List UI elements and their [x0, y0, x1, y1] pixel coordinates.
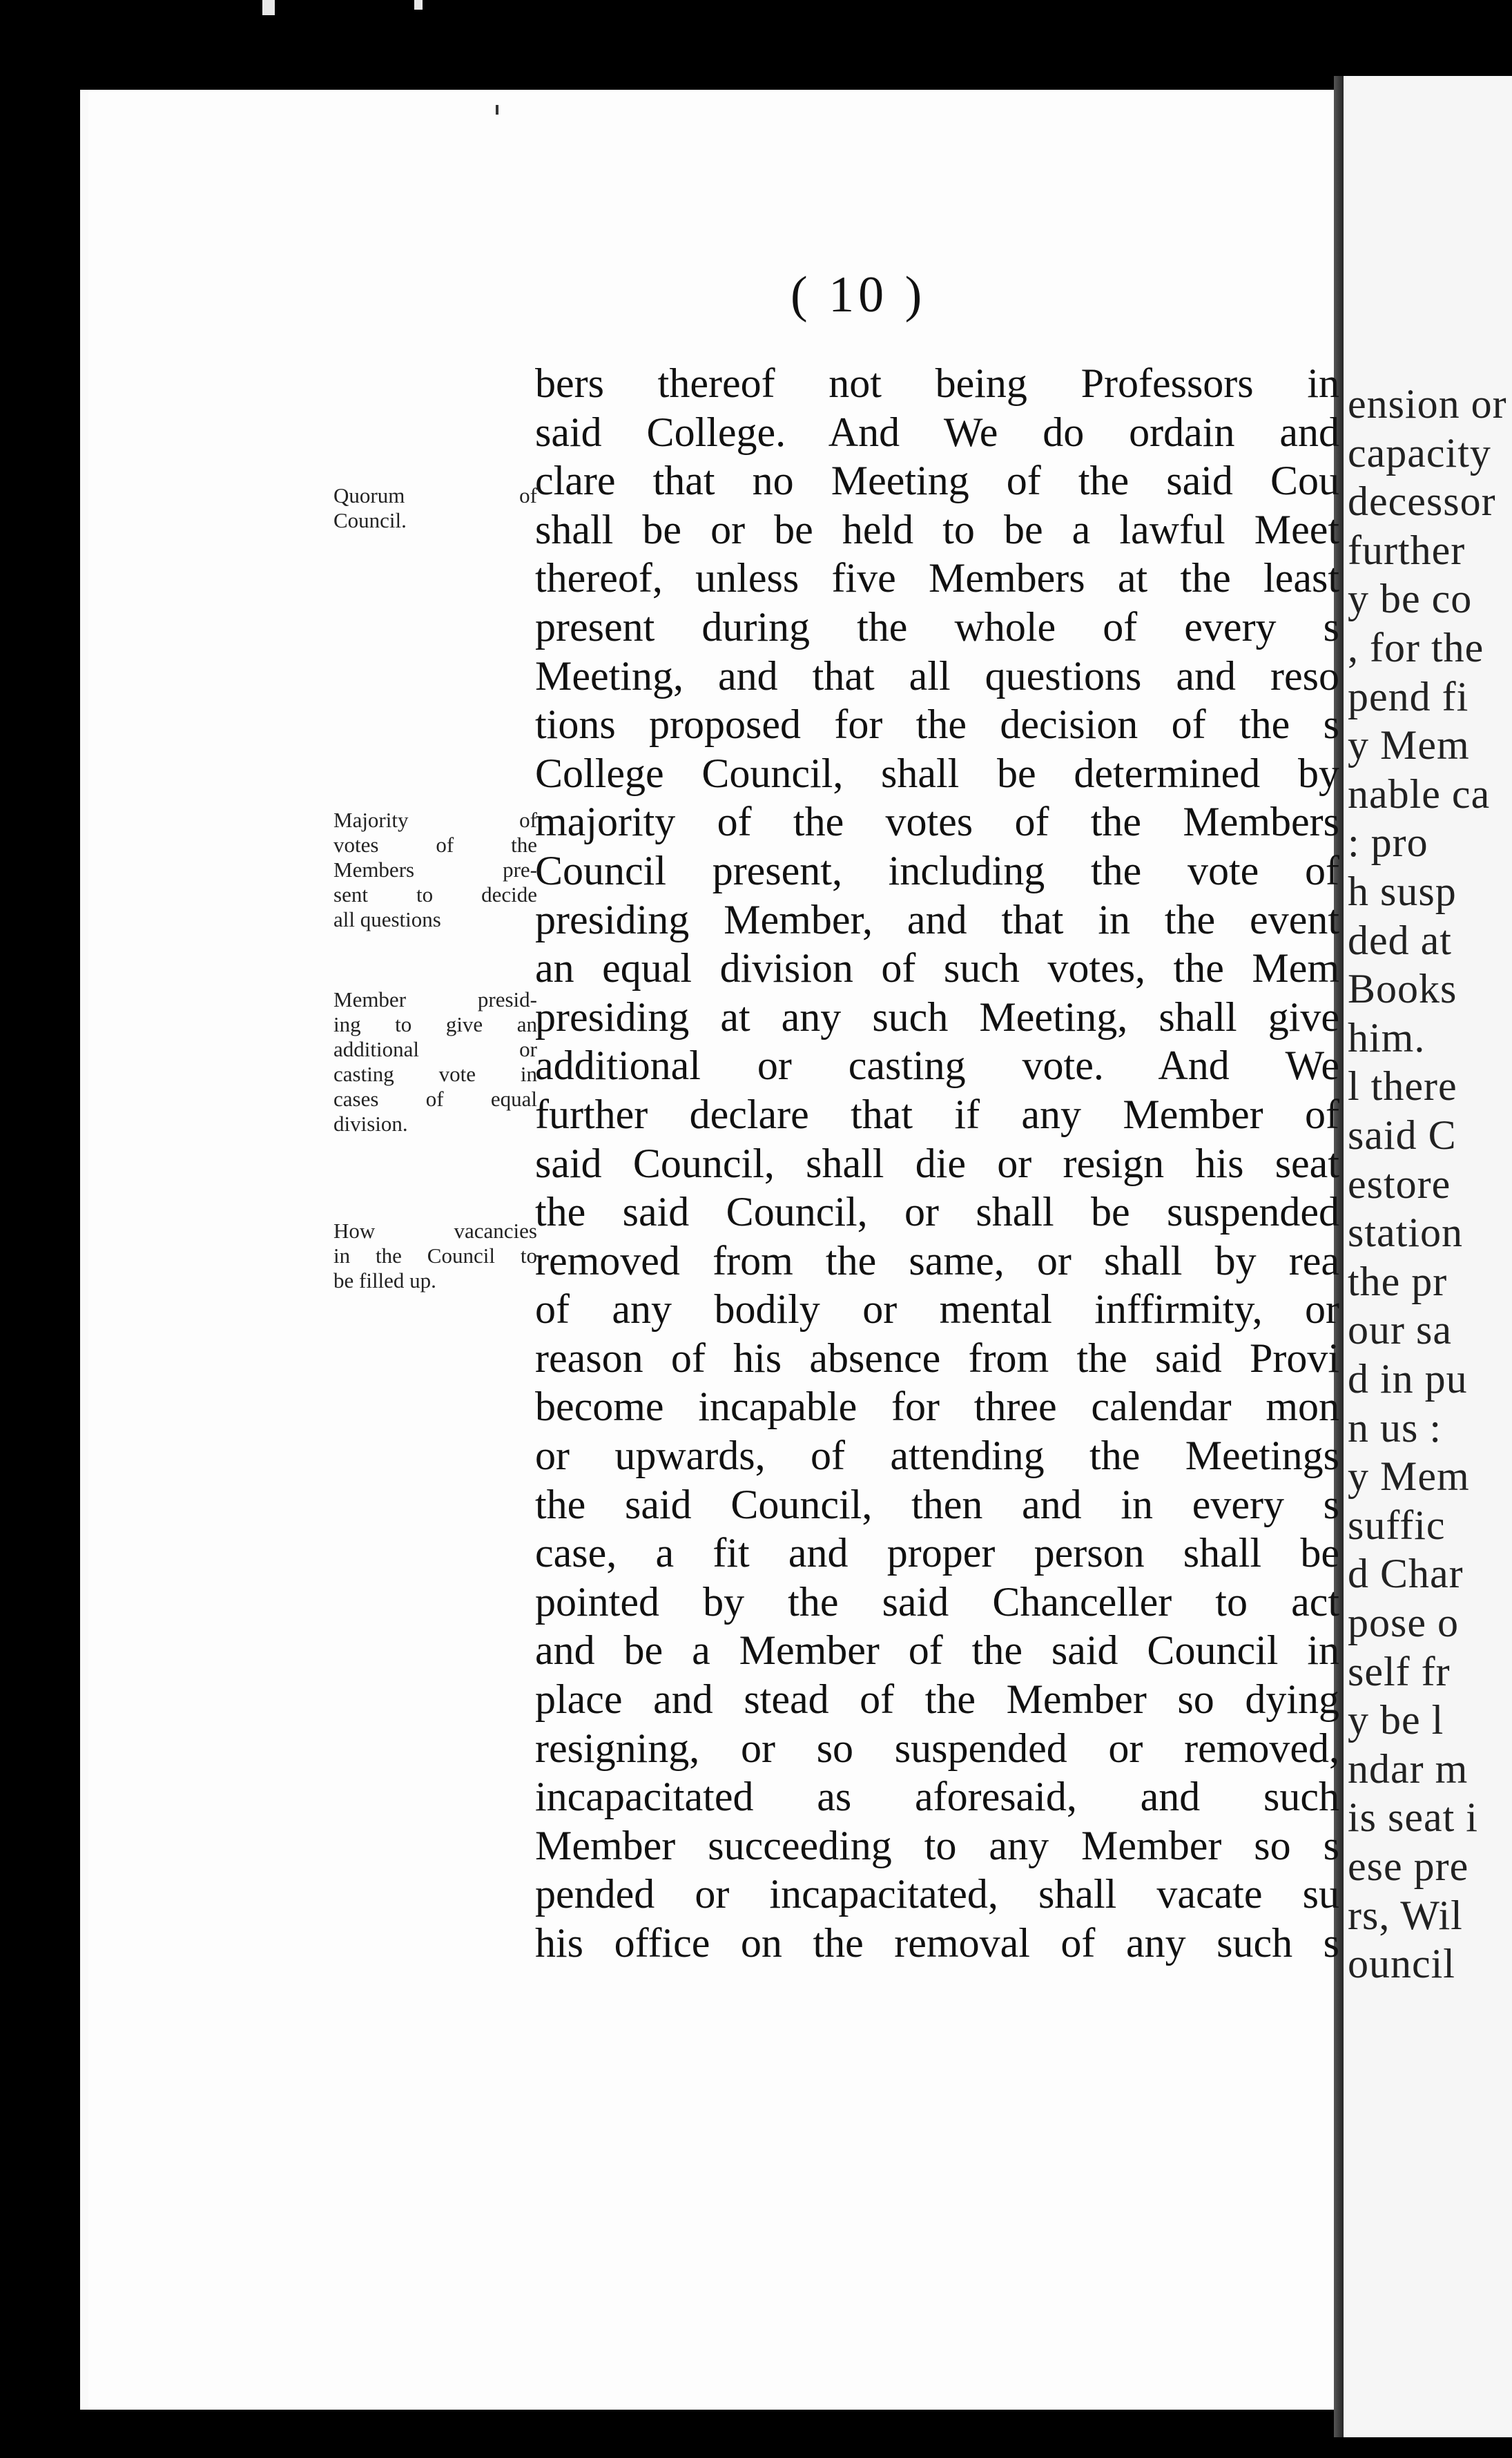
body-line: additional or casting vote. And We — [535, 1043, 1339, 1089]
margin-note — [333, 1219, 537, 1293]
margin-note-line: votes of the — [333, 833, 537, 857]
body-line: said College. And We do ordain and — [535, 409, 1339, 455]
margin-note-line: in the Council to — [333, 1243, 537, 1268]
body-line: present during the whole of every s — [535, 603, 1339, 650]
body-line: presiding Member, and that in the event — [535, 896, 1339, 942]
facing-page-line: is seat i — [1348, 1794, 1478, 1841]
body-line: an equal division of such votes, the Mem — [535, 945, 1339, 991]
body-line: and be a Member of the said Council in — [535, 1627, 1339, 1674]
facing-page-line: said C — [1348, 1112, 1457, 1158]
facing-page-line: suffic — [1348, 1502, 1446, 1548]
margin-note — [333, 483, 537, 533]
facing-page-line: rs, Wil — [1348, 1892, 1463, 1938]
facing-page-line: y Mem — [1348, 1453, 1470, 1500]
body-line: presiding at any such Meeting, shall give — [535, 994, 1339, 1040]
facing-page-line: decessor — [1348, 478, 1496, 525]
margin-note-line: division. — [333, 1112, 408, 1136]
body-line: College Council, shall be determined by — [535, 750, 1339, 796]
facing-page-line: pend fi — [1348, 673, 1469, 719]
facing-page-line: l there — [1348, 1063, 1457, 1110]
margin-note-line: Majority of — [333, 808, 537, 832]
margin-note-line: Members pre- — [333, 858, 537, 882]
facing-page-line: self fr — [1348, 1648, 1451, 1694]
body-line: resigning, or so suspended or removed, — [535, 1725, 1339, 1771]
facing-page-line: y be co — [1348, 576, 1473, 622]
body-line: pointed by the said Chanceller to act — [535, 1578, 1339, 1625]
facing-page-line: our sa — [1348, 1307, 1452, 1353]
margin-note-line: all questions — [333, 907, 441, 931]
body-line: Member succeeding to any Member so s — [535, 1822, 1339, 1868]
body-line: Meeting, and that all questions and reso — [535, 652, 1339, 699]
facing-page-line: ese pre — [1348, 1844, 1469, 1889]
margin-note-line: cases of equal — [333, 1087, 537, 1111]
facing-page-line: d in pu — [1348, 1356, 1468, 1402]
page-number: ( 10 ) — [791, 267, 927, 323]
facing-page-line: ouncil — [1348, 1941, 1455, 1987]
facing-page-line: , for the — [1348, 625, 1484, 670]
facing-page-line: station — [1348, 1210, 1463, 1256]
body-line: incapacitated as aforesaid, and such — [535, 1774, 1339, 1820]
facing-page-line: ension or — [1348, 381, 1507, 427]
facing-page-line: y be l — [1348, 1697, 1444, 1743]
facing-page-line: ded at — [1348, 917, 1452, 963]
margin-note-line: additional or — [333, 1037, 537, 1061]
body-line: thereof, unless five Members at the least — [535, 555, 1339, 601]
facing-page-line: further — [1348, 527, 1466, 573]
facing-page-line: h susp — [1348, 869, 1457, 914]
scan-speck — [414, 0, 423, 10]
body-line: the said Council, then and in every s — [535, 1481, 1339, 1527]
body-line: or upwards, of attending the Meetings — [535, 1433, 1339, 1479]
facing-page-line: estore — [1348, 1161, 1451, 1207]
margin-note-line: ing to give an — [333, 1012, 537, 1036]
body-line: the said Council, or shall be suspended — [535, 1189, 1339, 1235]
body-line: reason of his absence from the said Provi — [535, 1335, 1339, 1381]
margin-note-line: Quorum of — [333, 483, 537, 507]
body-line: become incapable for three calendar mon — [535, 1384, 1339, 1430]
body-line: said Council, shall die or resign his seat — [535, 1140, 1339, 1186]
facing-page-line: Books — [1348, 966, 1457, 1012]
body-line: place and stead of the Member so dying — [535, 1676, 1339, 1723]
facing-page — [1344, 76, 1512, 2437]
scan-speck — [262, 0, 275, 15]
margin-note-line: sent to decide — [333, 882, 537, 907]
body-line: Council present, including the vote of — [535, 847, 1339, 893]
facing-page-line: the pr — [1348, 1258, 1448, 1304]
body-line: tions proposed for the decision of the s — [535, 701, 1339, 748]
body-text — [535, 359, 1357, 1968]
facing-page-line: y Mem — [1348, 722, 1470, 768]
margin-note-line: Council. — [333, 508, 407, 532]
body-line: case, a fit and proper person shall be — [535, 1530, 1339, 1576]
margin-note-line: casting vote in — [333, 1062, 537, 1086]
facing-page-line: him. — [1348, 1014, 1426, 1061]
body-line: majority of the votes of the Members — [535, 799, 1339, 845]
ink-mark — [496, 105, 498, 115]
body-line: further declare that if any Member of — [535, 1091, 1339, 1137]
body-line: shall be or be held to be a lawful Meet — [535, 506, 1339, 552]
facing-page-line: nable ca — [1348, 771, 1491, 817]
margin-note-line: How vacancies — [333, 1219, 537, 1243]
facing-page-line: pose o — [1348, 1600, 1459, 1645]
body-line: removed from the same, or shall by rea — [535, 1237, 1339, 1284]
body-line: clare that no Meeting of the said Cou — [535, 458, 1339, 504]
margin-note — [333, 987, 537, 1136]
body-line: of any bodily or mental inffirmity, or — [535, 1286, 1339, 1333]
margin-note-line: be filled up. — [333, 1268, 436, 1293]
body-line: pended or incapacitated, shall vacate su — [535, 1871, 1339, 1917]
facing-page-line: : pro — [1348, 820, 1428, 866]
facing-page-line: n us : — [1348, 1404, 1442, 1451]
body-line: bers thereof not being Professors in — [535, 360, 1339, 406]
facing-page-line: ndar m — [1348, 1745, 1469, 1792]
margin-note-line: Member presid- — [333, 987, 537, 1012]
body-line: his office on the removal of any such s — [535, 1920, 1339, 1966]
facing-page-line: capacity — [1348, 429, 1491, 476]
margin-note — [333, 808, 537, 932]
facing-page-line: d Char — [1348, 1551, 1464, 1597]
